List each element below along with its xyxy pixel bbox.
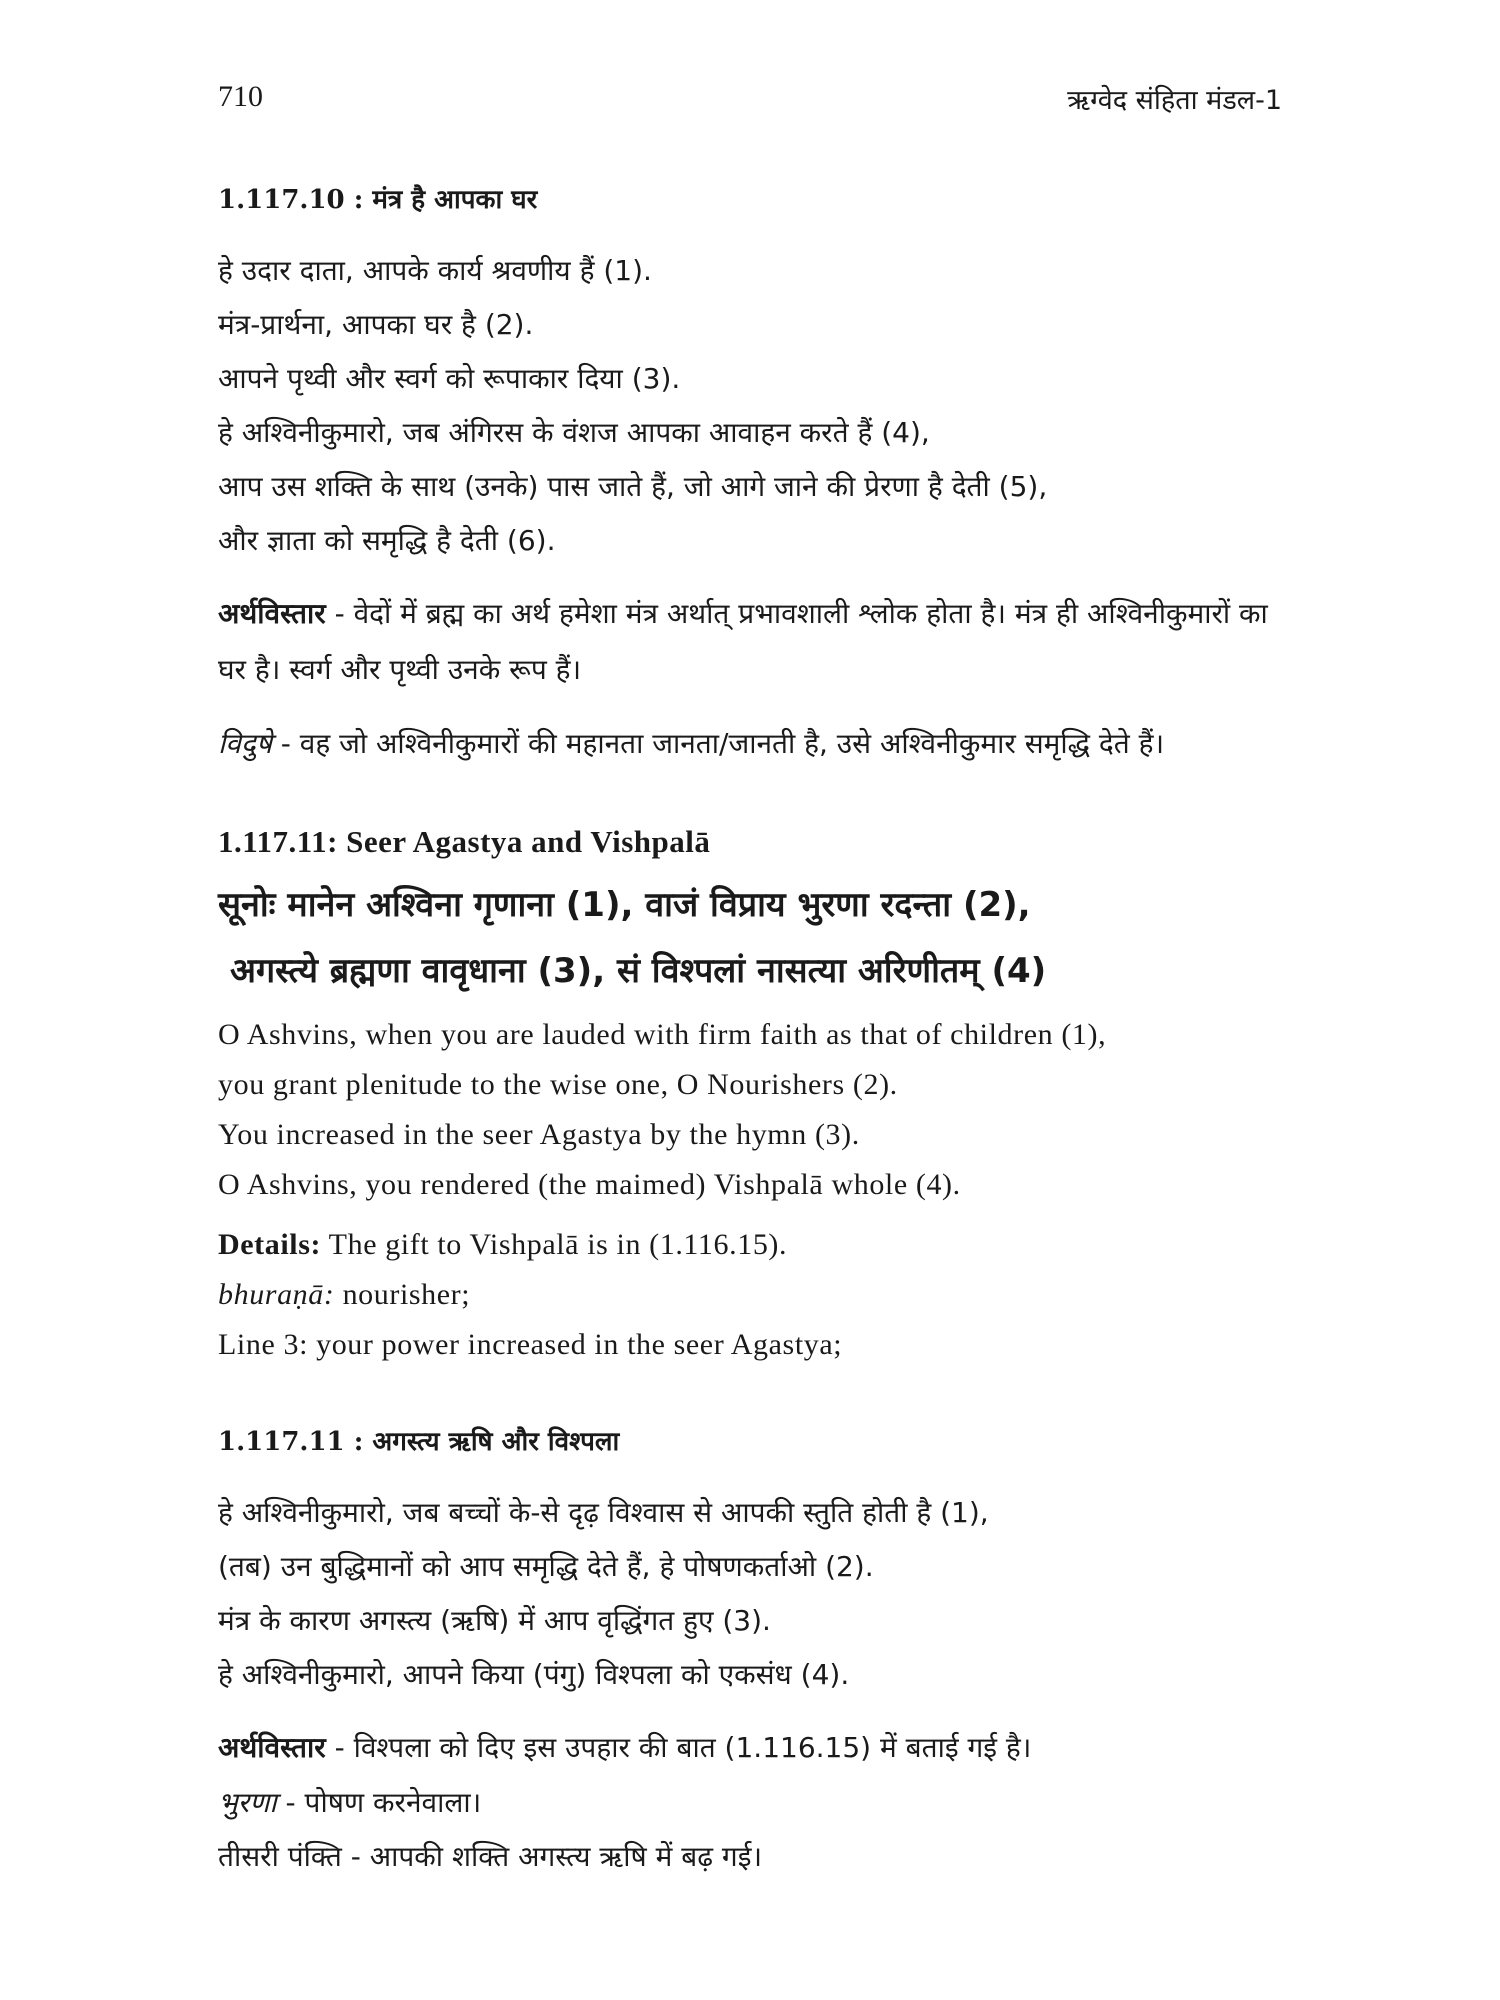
verse-line: हे अश्विनीकुमारो, जब बच्चों के-से दृढ़ विश्वास से आपकी स्तुति होती है (1), [218,1496,989,1529]
term-label: भुरणा [218,1786,277,1819]
verse-line: हे उदार दाता, आपके कार्य श्रवणीय हैं (1). [218,254,652,287]
arthvistar-label: अर्थविस्तार [218,1731,326,1764]
translation-line: you grant plenitude to the wise one, O Nourishers (2). [218,1068,898,1101]
details-label: Details: [218,1228,322,1261]
term-paragraph [218,716,1298,772]
page-header [218,80,1282,120]
verse-line: (तब) उन बुद्धिमानों को आप समृद्धि देते हैं, हे पोषणकर्ताओ (2). [218,1550,874,1583]
verse-line: आप उस शक्ति के साथ (उनके) पास जाते हैं, जो आगे जाने की प्रेरणा है देती (5), [218,470,1048,503]
term-label: bhuraṇā: [218,1278,335,1311]
page-content [218,180,1298,1884]
details-text: The gift to Vishpalā is in (1.116.15). [321,1228,788,1261]
term-text: nourisher; [334,1278,471,1311]
page-number: 710 [218,80,263,113]
term-text: - पोषण करनेवाला। [276,1786,482,1819]
section-gap [218,1370,1298,1422]
verse-line: आपने पृथ्वी और स्वर्ग को रूपाकार दिया (3). [218,362,681,395]
section-heading: 1.117.10 : मंत्र है आपका घर [218,185,538,215]
term-line [218,1776,1298,1830]
arthvistar-paragraph [218,1720,1298,1776]
line3-note: तीसरी पंक्ति - आपकी शक्ति अगस्त्य ऋषि में बढ़ गई। [218,1840,763,1873]
section-hindi-1-117-10 [218,180,1298,772]
term-line [218,1270,1298,1320]
sanskrit-line: अगस्त्ये ब्रह्मणा वावृधाना (3), सं विश्पलां नासत्या अरिणीतम् (4) [230,951,1047,991]
verse-line: हे अश्विनीकुमारो, आपने किया (पंगु) विश्पला को एकसंध (4). [218,1658,850,1691]
section-heading: 1.117.11: Seer Agastya and Vishpalā [218,824,711,859]
term-label: विदुषे [218,727,272,760]
section-hindi-1-117-11 [218,1422,1298,1884]
verse-line: हे अश्विनीकुमारो, जब अंगिरस के वंशज आपका आवाहन करते हैं (4), [218,416,930,449]
arthvistar-paragraph [218,586,1298,698]
arthvistar-text: - विश्पला को दिए इस उपहार की बात (1.116.15) में बताई गई है। [325,1731,1032,1764]
line3-note: Line 3: your power increased in the seer Agastya; [218,1328,843,1361]
verse-line: मंत्र के कारण अगस्त्य (ऋषि) में आप वृद्धिंगत हुए (3). [218,1604,771,1637]
arthvistar-text: - वेदों में ब्रह्म का अर्थ हमेशा मंत्र अर्थात् प्रभावशाली श्लोक होता है। मंत्र ही अश्विनीकुमारों का घर है। स्वर्ग और पृथ्वी उनके रूप हैं। [218,597,1268,686]
section-english-1-117-11 [218,824,1298,1370]
verse-line: मंत्र-प्रार्थना, आपका घर है (2). [218,308,534,341]
details-line [218,1220,1298,1270]
translation-line: O Ashvins, when you are lauded with firm faith as that of children (1), [218,1018,1107,1051]
translation-line: O Ashvins, you rendered (the maimed) Vishpalā whole (4). [218,1168,961,1201]
term-text: - वह जो अश्विनीकुमारों की महानता जानता/जानती है, उसे अश्विनीकुमार समृद्धि देते हैं। [271,727,1165,760]
section-gap [218,772,1298,824]
verse-line: और ज्ञाता को समृद्धि है देती (6). [218,524,556,557]
arthvistar-label: अर्थविस्तार [218,597,326,630]
running-title: ऋग्वेद संहिता मंडल-1 [1067,85,1282,116]
sanskrit-line: सूनोः मानेन अश्विना गृणाना (1), वाजं विप्राय भुरणा रदन्ता (2), [218,885,1031,925]
section-heading: 1.117.11 : अगस्त्य ऋषि और विश्पला [218,1427,620,1457]
translation-line: You increased in the seer Agastya by the hymn (3). [218,1118,860,1151]
